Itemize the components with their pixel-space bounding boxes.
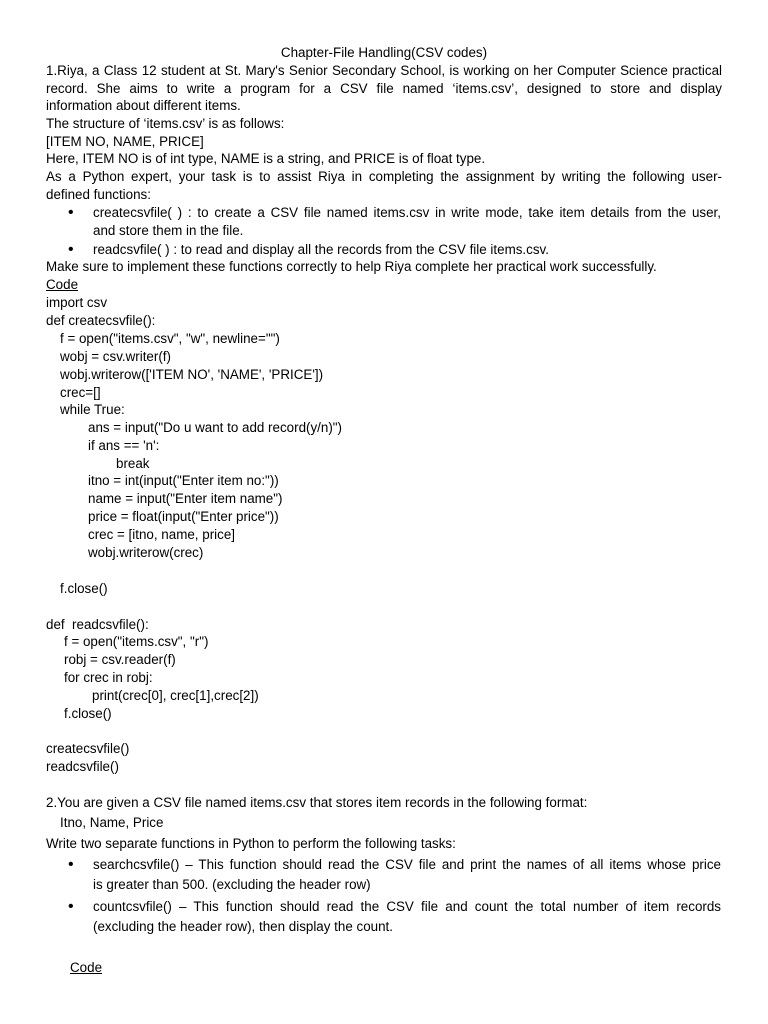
q1-para-line-2: record. She aims to write a program for a CSV file named ‘items.csv’, designed to store and display xyxy=(46,81,722,96)
q1-para-line-1: 1.Riya, a Class 12 student at St. Mary's Senior Secondary School, is working on her Computer Science practical xyxy=(46,63,722,78)
code-line: f = open("items.csv", "r") xyxy=(64,634,209,649)
bullet-icon xyxy=(68,856,76,864)
code-line: f = open("items.csv", "w", newline="") xyxy=(60,331,280,346)
q1-bullet-1-line-1: createcsvfile( ) : to create a CSV file named items.csv in write mode, take item details from the user, xyxy=(93,205,721,220)
code-line: crec = [itno, name, price] xyxy=(88,527,235,542)
code-line: def readcsvfile(): xyxy=(46,617,149,632)
code-line: itno = int(input("Enter item no:")) xyxy=(88,473,279,488)
code-line: name = input("Enter item name") xyxy=(88,491,283,506)
q1-task-line-1: As a Python expert, your task is to assist Riya in completing the assignment by writing the following user- xyxy=(46,169,722,184)
q2-format: Itno, Name, Price xyxy=(60,815,164,830)
bullet-icon xyxy=(68,898,76,906)
code-line: price = float(input("Enter price")) xyxy=(88,509,279,524)
q1-task-line-2: defined functions: xyxy=(46,187,151,202)
code-line: if ans == 'n': xyxy=(88,438,160,453)
q2-code-heading: Code xyxy=(70,960,103,975)
code-line: import csv xyxy=(46,295,108,310)
q2-bullet-2-line-2: (excluding the header row), then display the count. xyxy=(93,919,393,934)
q2-task: Write two separate functions in Python to perform the following tasks: xyxy=(46,836,456,851)
code-line: f.close() xyxy=(64,706,112,721)
code-line: wobj.writerow(['ITEM NO', 'NAME', 'PRICE']) xyxy=(60,367,324,382)
q1-code-heading: Code xyxy=(46,277,79,292)
q1-bullet-2-line-1: readcsvfile( ) : to read and display all the records from the CSV file items.csv. xyxy=(93,242,549,257)
page-title: Chapter-File Handling(CSV codes) xyxy=(280,45,488,60)
code-line: createcsvfile() xyxy=(46,741,130,756)
code-line: wobj.writerow(crec) xyxy=(88,545,204,560)
q1-bullet-1-line-2: and store them in the file. xyxy=(93,223,244,238)
q1-para-line-3: information about different items. xyxy=(46,98,241,113)
code-line: break xyxy=(116,456,150,471)
code-line: readcsvfile() xyxy=(46,759,119,774)
bullet-icon xyxy=(68,204,76,212)
q1-types: Here, ITEM NO is of int type, NAME is a string, and PRICE is of float type. xyxy=(46,151,486,166)
q2-bullet-1-line-2: is greater than 500. (excluding the header row) xyxy=(93,877,371,892)
q2-bullet-2-line-1: countcsvfile() – This function should read the CSV file and count the total number of item records xyxy=(93,899,721,914)
q1-closing: Make sure to implement these functions correctly to help Riya complete her practical work successfully. xyxy=(46,259,657,274)
q1-structure: [ITEM NO, NAME, PRICE] xyxy=(46,134,204,149)
bullet-icon xyxy=(68,241,76,249)
q1-structure-intro: The structure of ‘items.csv’ is as follows: xyxy=(46,116,285,131)
code-line: f.close() xyxy=(60,581,108,596)
code-line: def createcsvfile(): xyxy=(46,313,156,328)
code-line: wobj = csv.writer(f) xyxy=(60,349,171,364)
q2-intro: 2.You are given a CSV file named items.csv that stores item records in the following format: xyxy=(46,795,588,810)
code-line: crec=[] xyxy=(60,385,101,400)
code-line: for crec in robj: xyxy=(64,670,153,685)
q2-bullet-1-line-1: searchcsvfile() – This function should read the CSV file and print the names of all items whose price xyxy=(93,857,721,872)
code-line: ans = input("Do u want to add record(y/n)") xyxy=(88,420,343,435)
code-line: robj = csv.reader(f) xyxy=(64,652,176,667)
code-line: print(crec[0], crec[1],crec[2]) xyxy=(92,688,259,703)
code-line: while True: xyxy=(60,402,125,417)
